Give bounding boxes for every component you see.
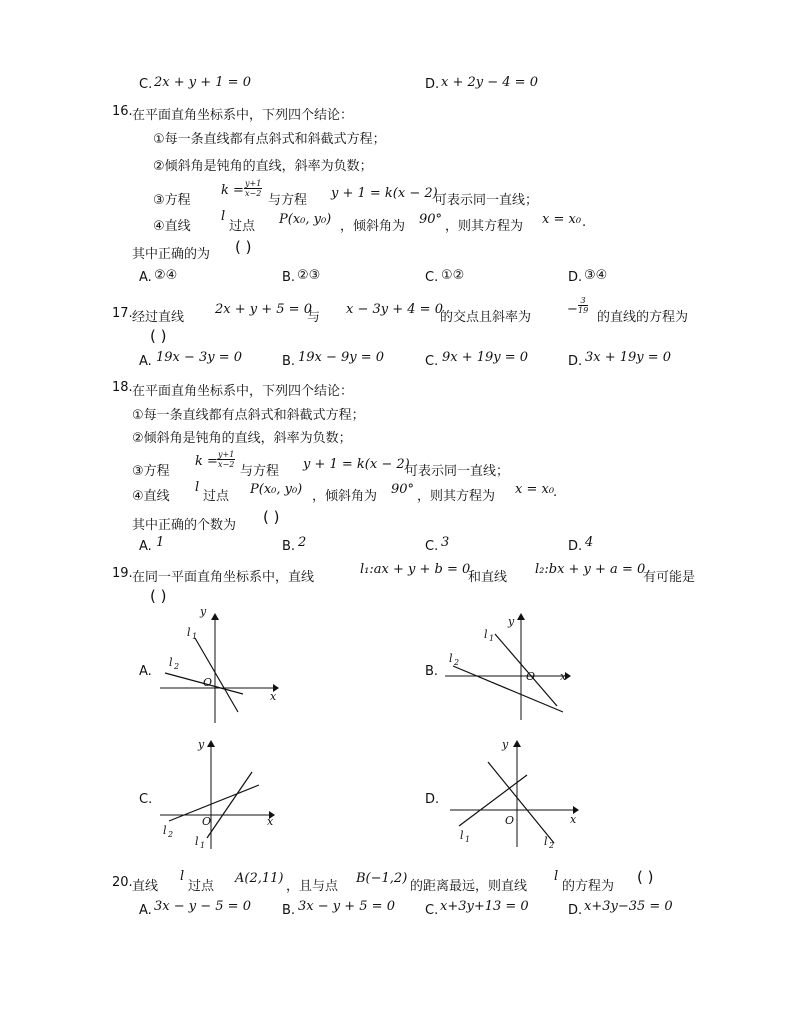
option-label: C. xyxy=(139,77,153,92)
l1-label: l xyxy=(460,829,464,842)
question-number: 19. xyxy=(112,566,133,581)
l2-label: l xyxy=(544,835,548,848)
question-ask: 其中正确的个数为 xyxy=(132,518,237,533)
answer-paren: ( ) xyxy=(263,508,280,526)
y-axis-arrow xyxy=(207,740,215,747)
svg-text:2: 2 xyxy=(174,662,180,671)
answer-paren: ( ) xyxy=(235,238,252,256)
origin-label: O xyxy=(526,670,536,683)
answer-paren: ( ) xyxy=(150,587,167,605)
coordinate-figure-a xyxy=(155,608,285,728)
x-axis-label: x xyxy=(267,815,274,828)
fraction: $\frac{3}{19}$ xyxy=(578,296,589,315)
line-l1 xyxy=(488,762,554,843)
statement-2: ②倾斜角是钝角的直线，斜率为负数； xyxy=(153,159,373,174)
y-axis-label: y xyxy=(200,608,207,618)
statement-2: ②倾斜角是钝角的直线，斜率为负数； xyxy=(132,431,352,446)
l2-label: l xyxy=(163,824,167,837)
line-l2 xyxy=(169,785,259,821)
question-number: 16. xyxy=(112,104,133,119)
question-stem: 在平面直角坐标系中，下列四个结论： xyxy=(132,384,354,399)
figure-label: B. xyxy=(425,664,439,679)
question-number: 18. xyxy=(112,380,133,395)
l2-label: l xyxy=(169,656,173,669)
line-l1 xyxy=(207,772,252,838)
origin-label: O xyxy=(505,814,515,827)
origin-label: O xyxy=(203,676,213,689)
y-axis-arrow xyxy=(513,740,521,747)
option-expr: 2x + y + 1 = 0 xyxy=(154,75,251,90)
x-axis-label: x xyxy=(270,690,277,703)
coordinate-figure-d xyxy=(445,735,585,855)
figure-label: D. xyxy=(425,792,440,807)
y-axis-arrow xyxy=(517,613,525,620)
svg-text:2: 2 xyxy=(454,658,460,667)
option-expr: x + 2y − 4 = 0 xyxy=(441,75,538,90)
origin-label: O xyxy=(202,815,212,828)
x-axis-label: x xyxy=(560,670,567,683)
question-number: 20. xyxy=(112,875,133,890)
answer-paren: ( ) xyxy=(637,868,654,886)
y-axis-arrow xyxy=(211,613,219,620)
svg-text:1: 1 xyxy=(489,634,495,643)
svg-text:2: 2 xyxy=(549,841,555,850)
x-axis-label: x xyxy=(570,813,577,826)
l1-label: l xyxy=(195,835,199,848)
figure-label: A. xyxy=(139,664,152,679)
line-l1 xyxy=(195,638,238,712)
l2-label: l xyxy=(449,652,453,665)
question-number: 17. xyxy=(112,306,133,321)
question-stem: 在平面直角坐标系中，下列四个结论： xyxy=(132,108,354,123)
line-l2 xyxy=(453,666,563,712)
statement-1: ①每一条直线都有点斜式和斜截式方程； xyxy=(132,408,365,423)
y-axis-label: y xyxy=(198,738,205,751)
l1-label: l xyxy=(484,628,488,641)
svg-text:1: 1 xyxy=(192,632,198,641)
fraction: $\frac{y+1}{x-2}$ xyxy=(245,179,262,198)
coordinate-figure-c xyxy=(155,735,285,855)
fraction: $\frac{y+1}{x-2}$ xyxy=(218,450,235,469)
figure-label: C. xyxy=(139,792,153,807)
l1-label: l xyxy=(187,626,191,639)
svg-text:1: 1 xyxy=(465,835,471,844)
coordinate-figure-b xyxy=(440,608,580,728)
svg-text:1: 1 xyxy=(200,841,206,850)
svg-text:2: 2 xyxy=(168,830,174,839)
statement-1: ①每一条直线都有点斜式和斜截式方程； xyxy=(153,132,386,147)
option-label: D. xyxy=(425,77,440,92)
answer-paren: ( ) xyxy=(150,327,167,345)
y-axis-label: y xyxy=(502,738,509,751)
question-ask: 其中正确的为 xyxy=(132,247,211,262)
y-axis-label: y xyxy=(508,615,515,628)
